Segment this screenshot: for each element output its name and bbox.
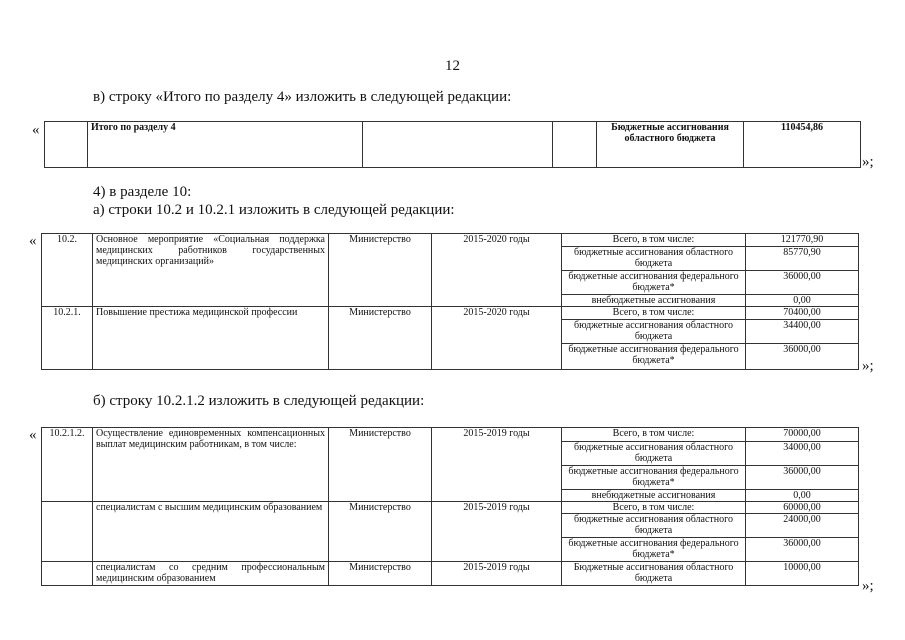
close-quote: »; <box>862 578 874 594</box>
heading-section-10: 4) в разделе 10: <box>93 184 192 200</box>
table-row <box>42 307 859 320</box>
table-itogo <box>44 121 861 168</box>
row-executor: Министерство <box>329 307 432 370</box>
row-period: 2015-2020 годы <box>432 307 562 370</box>
row-period: 2015-2019 годы <box>432 502 562 562</box>
row-executor: Министерство <box>329 234 432 307</box>
heading-row-10-2-1-2: б) строку 10.2.1.2 изложить в следующей редакции: <box>93 393 425 409</box>
funding-amount: 36000,00 <box>746 466 859 490</box>
open-quote: « <box>32 122 40 138</box>
funding-amount: 36000,00 <box>746 344 859 370</box>
funding-amount: 36000,00 <box>746 271 859 295</box>
funding-source: бюджетные ассигнования областного бюджета <box>562 514 746 538</box>
open-quote: « <box>29 427 37 443</box>
funding-source: бюджетные ассигнования федерального бюджета* <box>562 466 746 490</box>
table-row <box>42 428 859 442</box>
page-number: 12 <box>445 58 460 74</box>
funding-source: бюджетные ассигнования областного бюджета <box>562 247 746 271</box>
itogo-amount: 110454,86 <box>744 122 861 168</box>
table-row <box>42 234 859 247</box>
table-row <box>42 502 859 514</box>
funding-source: Всего, в том числе: <box>562 234 746 247</box>
funding-source: бюджетные ассигнования федерального бюджета* <box>562 271 746 295</box>
funding-amount: 10000,00 <box>746 562 859 586</box>
row-period: 2015-2020 годы <box>432 234 562 307</box>
funding-source: бюджетные ассигнования областного бюджета <box>562 320 746 344</box>
funding-source: внебюджетные ассигнования <box>562 295 746 307</box>
funding-amount: 34000,00 <box>746 442 859 466</box>
funding-amount: 36000,00 <box>746 538 859 562</box>
table-row <box>42 562 859 586</box>
close-quote: »; <box>862 154 874 170</box>
funding-source: Всего, в том числе: <box>562 307 746 320</box>
row-number: 10.2.1. <box>42 307 93 370</box>
funding-amount: 70400,00 <box>746 307 859 320</box>
funding-amount: 0,00 <box>746 295 859 307</box>
funding-source: Всего, в том числе: <box>562 502 746 514</box>
funding-amount: 70000,00 <box>746 428 859 442</box>
funding-amount: 24000,00 <box>746 514 859 538</box>
funding-amount: 34400,00 <box>746 320 859 344</box>
funding-source: бюджетные ассигнования федерального бюджета* <box>562 538 746 562</box>
funding-amount: 85770,90 <box>746 247 859 271</box>
funding-amount: 121770,90 <box>746 234 859 247</box>
heading-rows-10-2: а) строки 10.2 и 10.2.1 изложить в следующей редакции: <box>93 202 455 218</box>
funding-source: бюджетные ассигнования областного бюджета <box>562 442 746 466</box>
row-number <box>42 562 93 586</box>
row-name: Основное мероприятие «Социальная поддержка медицинских работников государственных медицинских организаций» <box>93 234 329 307</box>
funding-source: Всего, в том числе: <box>562 428 746 442</box>
funding-amount: 0,00 <box>746 490 859 502</box>
row-number: 10.2. <box>42 234 93 307</box>
close-quote: »; <box>862 358 874 374</box>
row-name: Осуществление единовременных компенсационных выплат медицинским работникам, в том числе: <box>93 428 329 502</box>
funding-source: Бюджетные ассигнования областного бюджета <box>562 562 746 586</box>
row-name: специалистам с высшим медицинским образованием <box>93 502 329 562</box>
row-number: 10.2.1.2. <box>42 428 93 502</box>
row-executor: Министерство <box>329 562 432 586</box>
itogo-source: Бюджетные ассигнования областного бюджета <box>597 122 744 168</box>
funding-amount: 60000,00 <box>746 502 859 514</box>
row-executor: Министерство <box>329 428 432 502</box>
row-period: 2015-2019 годы <box>432 428 562 502</box>
heading-itogo: в) строку «Итого по разделу 4» изложить в следующей редакции: <box>93 89 512 105</box>
funding-source: внебюджетные ассигнования <box>562 490 746 502</box>
row-name: специалистам со средним профессиональным медицинским образованием <box>93 562 329 586</box>
row-executor: Министерство <box>329 502 432 562</box>
table-10-2 <box>41 233 859 370</box>
row-period: 2015-2019 годы <box>432 562 562 586</box>
row-name: Повышение престижа медицинской профессии <box>93 307 329 370</box>
itogo-label: Итого по разделу 4 <box>88 122 363 168</box>
table-10-2-1-2 <box>41 427 859 586</box>
open-quote: « <box>29 233 37 249</box>
row-number <box>42 502 93 562</box>
funding-source: бюджетные ассигнования федерального бюджета* <box>562 344 746 370</box>
